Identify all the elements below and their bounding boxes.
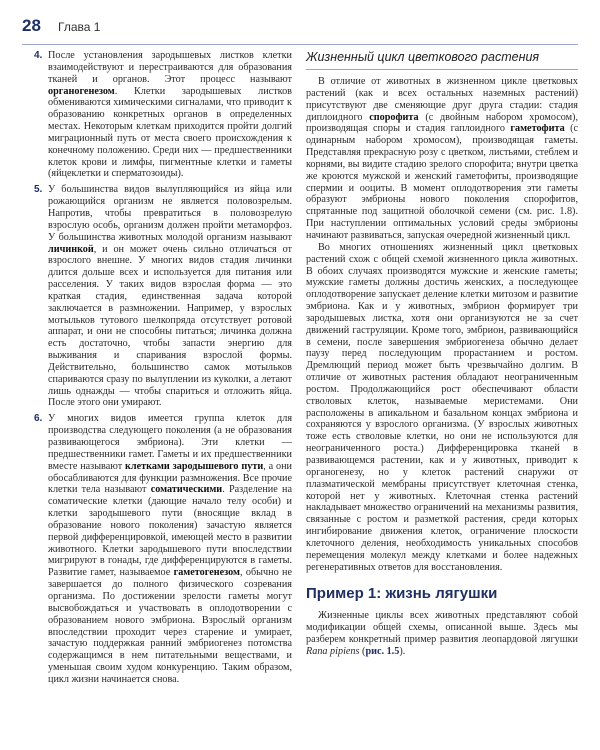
list-item-text: У большинства видов вылупляющийся из яйца или рожающийся организм не является половозрелым. Напротив, чтобы превратиться в половозрелую взрослую особь, организм должен пройти метаморфоз. У большинства животных молодой организм называют личинкой, и он может очень сильно отличаться от взрослого внешне. У многих видов стадия личинки длится дольше всех и используется для питания или расселения. У таких видов взрослая форма — это краткая стадия, единственная задача которой заключается в размножении. Например, у взрослых мотыльков тутового шелкопряда отсутствует ротовой аппарат, и они не способны питаться; личинка должна есть достаточно, чтобы запасти энергию для выживания и спаривания взрослой формы. Действительно, большинство самок мотыльков спариваются сразу по вылуплении из куколки, а летают лишь однажды — чтобы спариться и отложить яйца. После этого они умирают. [48, 184, 292, 409]
page-header [22, 14, 578, 45]
term-gametophyte: гаметофита [510, 123, 565, 135]
section-subtitle: Жизненный цикл цветкового растения [306, 50, 578, 70]
section-heading: Пример 1: жизнь лягушки [306, 585, 498, 603]
term-organogenesis: органогенезом [48, 85, 115, 97]
term-germ-line-cells: клетками зародышевого пути [125, 460, 264, 472]
list-item-text: После установления зародышевых листков клетки взаимодействуют и перестраиваются для образования тканей и органов. Этот процесс называют органогенезом. Клетки зародышевых листков обмениваются химическими сигналами, что приводит к образованию конкретных органов в определенных местах. Некоторым клеткам приходится пройти долгий миграционный путь от места своего происхождения к конечному положению. Среди них — предшественники клеток крови и лимфы, пигментные клетки и гаметы (яйцеклетки и сперматозоиды). [48, 50, 292, 180]
paragraph-plant-vs-animal: Во многих отношениях жизненный цикл цветковых растений схож с общей схемой жизненного цикла животных. В обоих случаях производятся мужские и женские гаметы; мужские гаметы должны достичь женских, а последующее оплодотворение запускает деление клетки митозом и развитие эмбриона. Как и у животных, эмбрион формирует три зародышевых листка, хотя они организуются не за счет движений гаструляции. Кроме того, эмбрион, развивающийся в семени, после завершения эмбриогенеза обычно делает паузу перед последующим прорастанием и ростом. Дремлющий период может быть чрезвычайно долгим. В отличие от животных растения обладают неограниченным ростом. Продолжающийся рост обеспечивают области стволовых клеток, называемые меристемами. Они расположены в апикальном и базальном концах эмбриона и сохраняются у взрослого организма. (У взрослых животных тоже есть стволовые клетки, но они не используются для неограниченного роста.) Дифференцировка тканей в развивающемся растении, как и у животных, приводит к органогенезу, но у клеток растений снаружи от плазматической мембраны присутствует клеточная стенка, которой нет у животных. Клеточная стенка растений накладывает множество ограничений на механизмы развития, связанные с ростом и разметкой растения, среди которых ингибирование движения клеток, ограничение плоскости клеточного деления, необходимость уникальных способов перемещения молекул между клетками и более надежных регенеративных ответов для восстановления. [306, 241, 578, 573]
page-number: 28 [22, 16, 41, 35]
list-number: 5. [34, 184, 43, 196]
term-somatic: соматическими [150, 484, 223, 496]
species-name: Rana pipiens [306, 645, 360, 657]
paragraph-frog-intro: Жизненные циклы всех животных представляют собой модификации общей схемы, описанной выше. Здесь мы разберем конкретный пример развития леопардовой лягушки Rana pipiens (рис. 1.5). [306, 610, 578, 657]
paragraph-plant-cycle: В отличие от животных в жизненном цикле цветковых растений (как и всех остальных наземных растений) присутствуют две сменяющие друг друга стадии: стадия диплоидного спорофита (с двойным набором хромосом), производящая споры и стадия гаплоидного гаметофита (с одинарным набором хромосом), производящая гаметы. Представляя прекрасную розу с цветком, листьями, стеблем и корнями, вы видите стадию зрелого спорофита; внутри цветка же кроются мужской и женский гаметофиты, производящие спермии и ооциты. В момент оплодотворения эти гаметы образуют эмбрионы нового поколения спорофитов, спрятанные под защитной оболочкой семени (см. рис. 1.8). При наступлении оптимальных условий среды эмбрионы начинают развиваться, запуская очередной жизненный цикл. [306, 76, 579, 241]
term-larva: личинкой [48, 243, 94, 255]
term-gametogenesis: гаметогенезом [173, 567, 240, 579]
list-number: 6. [34, 413, 43, 425]
figure-reference[interactable]: рис. 1.5 [365, 645, 400, 657]
list-item-text: У многих видов имеется группа клеток для производства следующего поколения (а не образования развивающегося эмбриона). Эти клетки — предшественники гамет. Гаметы и их предшественники вместе называют клетками зародышевого пути, а они обосабливаются для функции размножения. Все прочие клетки тела называют соматическими. Разделение на соматические клетки (дающие начало телу особи) и клетки зародышевого пути (вносящие вклад в образование нового поколения) зачастую является первой дифференцировкой, имеющей место в развитии животного. Клетки зародышевого пути впоследствии мигрируют в гонады, где дифференцируются в гаметы. Развитие гамет, называемое гаметогенезом, обычно не завершается до полного физического созревания организма. По достижении зрелости гаметы могут высвобождаться и участвовать в оплодотворении с образованием нового эмбриона. Взрослый организм впоследствии проходит через старение и умирает, зачастую поддержкая ранний эмбриогенез потомства содержащимся в нем питательными веществами, и уменьшая своим худом конкуренцию. Таким образом, цикл жизни начинается снова. [48, 413, 292, 685]
list-item-5 [34, 184, 292, 409]
list-item-4 [34, 50, 292, 180]
list-number: 4. [34, 50, 43, 61]
term-sporophyte: спорофита [369, 111, 419, 123]
list-item-6 [34, 413, 292, 685]
chapter-title: Глава 1 [58, 20, 101, 34]
right-column [306, 50, 578, 658]
left-column [34, 50, 292, 690]
